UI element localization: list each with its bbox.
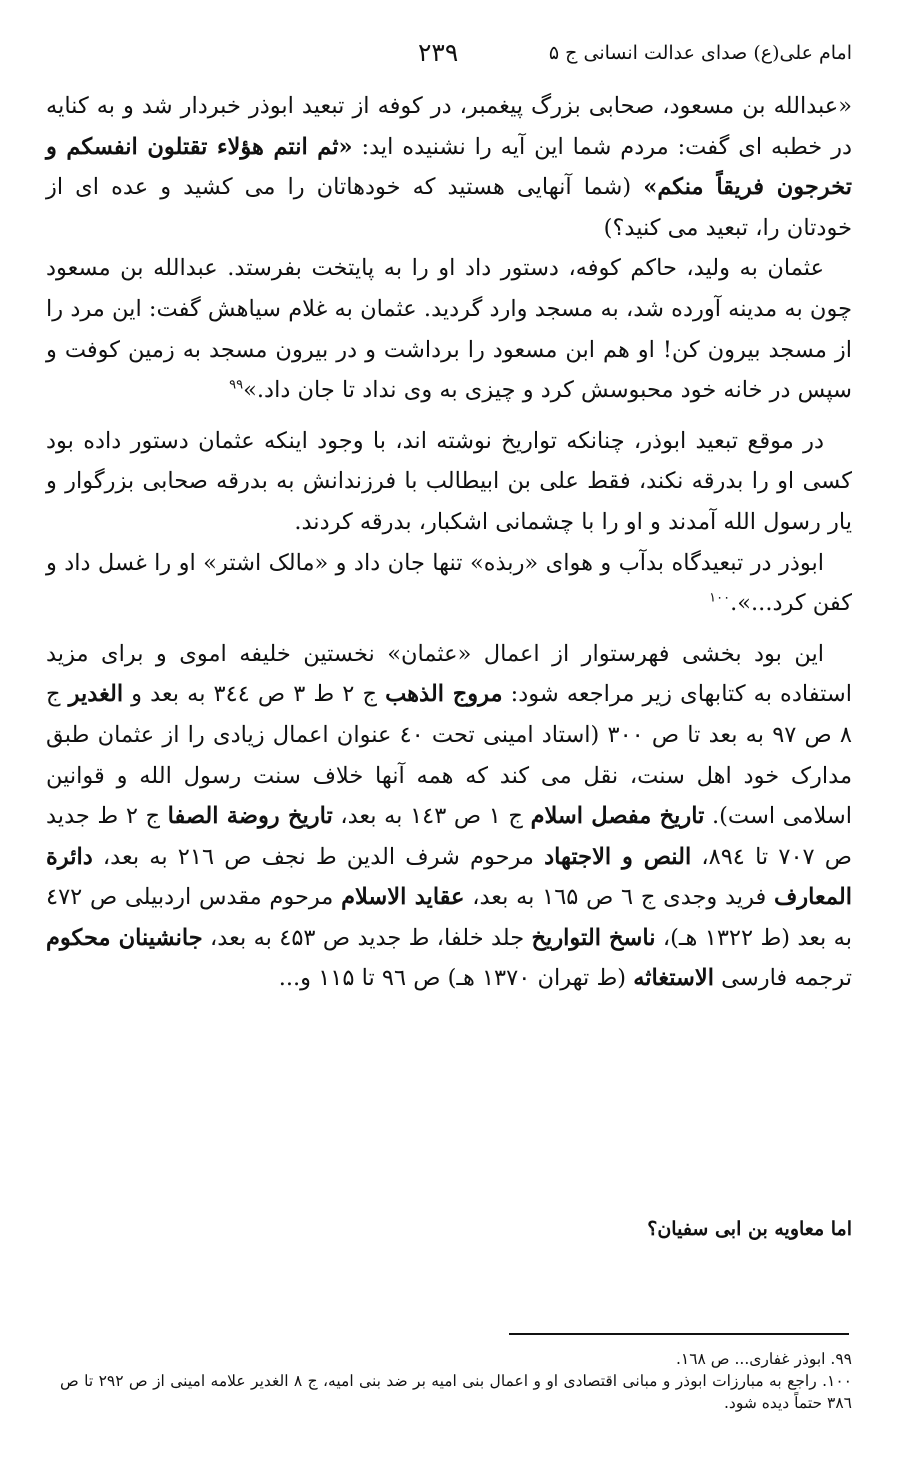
book-ref: مروج الذهب: [385, 681, 503, 708]
book-ref: جانشینان محکوم: [46, 924, 203, 951]
paragraph-text: جلد خلفا، ط جدید ص ٤۵۳ به بعد،: [202, 924, 532, 951]
paragraph-text: ج ۸ ص ۹۷ به بعد تا ص ۳۰۰ (استاد امینی تحت ٤۰ عنوان اعمال زیادی را از عثمان طبق مدارک خود اهل سنت، نقل می کند که همه آنها خلاف سنت رسول الله و قوانین اسلامی است).: [46, 681, 853, 830]
paragraph-uthman-order: [46, 248, 852, 410]
book-ref: النص و الاجتهاد: [544, 843, 692, 870]
paragraph-text: مرحوم مقدس اردبیلی ص ٤۷۲ به بعد (ط ۱۳۲۲ هـ)،: [46, 884, 852, 951]
paragraph-text: مرحوم شرف الدین ط نجف ص ۲۱٦ به بعد،: [92, 843, 545, 870]
paragraph-text: در موقع تبعید ابوذر، چنانکه تواریخ نوشته اند، با وجود اینکه عثمان دستور داده بود کسی او را بدرقه نکند، فقط علی بن ابیطالب با فرزندانش به بدرقه صحابی بزرگوار و یار رسول الله آمدند و او را با چشمانی اشکبار، بدرقه کردند.: [46, 427, 852, 535]
paragraph-text: ج ۲ ط ۳ ص ۳٤٤ به بعد و: [123, 681, 386, 708]
book-ref: الاستغاثه: [633, 965, 714, 992]
paragraph-text: فرید وجدی ج ٦ ص ۱٦۵ به بعد،: [464, 884, 774, 911]
paragraph-references: [46, 634, 852, 999]
paragraph-text: ابوذر در تبعیدگاه بدآب و هوای «ربذه» تنها جان داد و «مالک اشتر» او را غسل داد و کفن کرد...».: [46, 549, 852, 617]
running-header: [0, 38, 900, 78]
footnote-ref-100: ۱۰۰: [709, 590, 731, 606]
paragraph-text: این بود بخشی فهرستوار از اعمال «عثمان» نخستین خلیفه اموی و برای مزید استفاده به کتابهای زیر مراجعه شود:: [46, 640, 852, 708]
quranic-verse: «ثم انتم هؤلاء تقتلون انفسکم و تخرجون فریقاً منکم»: [46, 133, 852, 201]
footnote-divider: [509, 1333, 849, 1335]
book-ref: الغدیر: [68, 681, 124, 708]
paragraph-exile-farewell: [46, 421, 852, 543]
footnote-ref-99: ۹۹: [229, 377, 244, 393]
book-ref: دائرة المعارف: [46, 843, 852, 911]
section-heading: اما معاویه بن ابی سفیان؟: [647, 1218, 852, 1240]
page-number: ۲۳۹: [418, 38, 459, 67]
main-text: [46, 86, 852, 999]
footnote-100: ۱۰۰. راجع به مبارزات ابوذر و مبانی اقتصادی او و اعمال بنی امیه بر ضد بنی امیه، ج ۸ الغدیر علامه امینی از ص ۲۹۲ تا ص ۳۸٦ حتماً دیده شود.: [60, 1372, 852, 1412]
paragraph-rabadha: [46, 543, 852, 624]
paragraph-text: ج ۱ ص ۱٤۳ به بعد،: [332, 803, 531, 830]
book-ref: ناسخ التواریخ: [531, 924, 656, 951]
paragraph-text: عثمان به ولید، حاکم کوفه، دستور داد او را به پایتخت بفرستد. عبدالله بن مسعود چون به مدینه آورده شد، به مسجد وارد گردید. عثمان به غلام سیاهش گفت: این مرد را از مسجد بیرون کن! او هم ابن مسعود را برداشت و در بیرون مسجد به زمین کوفت و سپس در خانه خود محبوسش کرد و چیزی به وی نداد تا جان داد.»: [46, 255, 852, 404]
book-ref: تاریخ روضة الصفا: [167, 803, 333, 830]
paragraph-ibn-masud: [46, 86, 852, 248]
footnote-99: ۹۹. ابوذر غفاری... ص ۱٦۸.: [675, 1350, 852, 1368]
paragraph-text: «عبدالله بن مسعود، صحابی بزرگ پیغمبر، در کوفه از تبعید ابوذر خبردار شد و به کنایه در خطبه ای گفت: مردم شما این آیه را نشنیده اید:: [46, 93, 852, 160]
paragraph-text: (ط تهران ۱۳۷۰ هـ) ص ۹٦ تا ۱۱۵ و...: [278, 965, 634, 992]
paragraph-text: (شما آنهایی هستید که خودهاتان را می کشید و عده ای از خودتان را، تبعید می کنید؟): [46, 174, 852, 241]
paragraph-text: ج ۲ ط جدید ص ۷۰۷ تا ۸۹٤،: [46, 803, 852, 870]
book-title: امام علی(ع) صدای عدالت انسانی ج ۵: [548, 42, 852, 64]
book-ref: تاریخ مفصل اسلام: [530, 803, 705, 830]
book-ref: عقاید الاسلام: [341, 884, 465, 911]
footnotes: [60, 1348, 852, 1414]
paragraph-text: ترجمه فارسی: [713, 965, 852, 992]
